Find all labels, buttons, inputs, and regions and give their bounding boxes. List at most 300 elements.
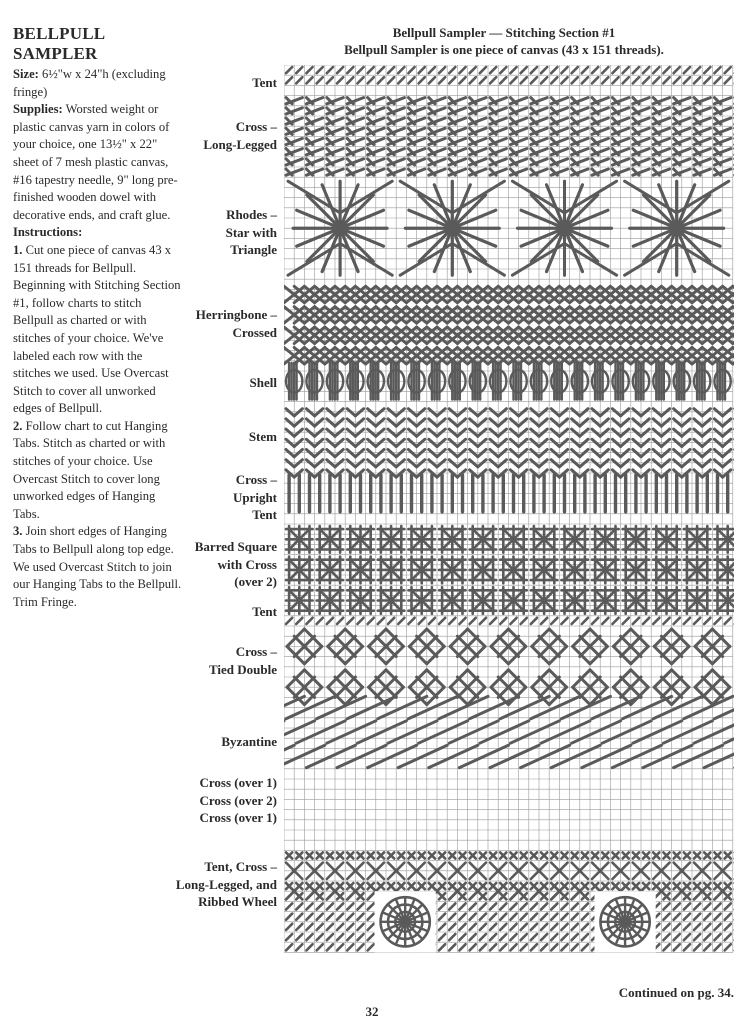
tent-stitch xyxy=(490,934,496,940)
tent-stitch xyxy=(317,924,323,930)
tent-stitch xyxy=(449,924,455,930)
byzantine-stitch xyxy=(541,721,590,743)
tent-stitch xyxy=(612,618,618,624)
stem-stitch xyxy=(600,439,608,446)
tent-stitch xyxy=(459,944,465,950)
stem-stitch xyxy=(347,450,355,457)
tent-stitch xyxy=(684,914,690,920)
stem-stitch xyxy=(682,419,690,426)
stem-stitch xyxy=(478,439,486,446)
stem-stitch xyxy=(335,439,343,446)
stem-stitch xyxy=(714,439,722,446)
tent-stitch xyxy=(602,67,608,73)
stem-stitch xyxy=(653,460,661,467)
stem-stitch xyxy=(661,439,669,446)
stem-stitch xyxy=(682,429,690,436)
stem-stitch xyxy=(580,419,588,426)
byzantine-stitch xyxy=(633,721,682,743)
stem-stitch xyxy=(286,409,294,416)
stem-stitch xyxy=(661,429,669,436)
tent-stitch xyxy=(531,77,537,83)
stem-stitch xyxy=(368,419,376,426)
stem-stitch xyxy=(653,439,661,446)
stem-stitch xyxy=(519,429,527,436)
tent-stitch xyxy=(470,924,476,930)
stem-stitch xyxy=(580,439,588,446)
stem-stitch xyxy=(592,409,600,416)
tent-stitch xyxy=(347,934,353,940)
instruction-step: 2. Follow chart to cut Hanging Tabs. Stitch as charted or with stitches of your choice. Use Overcast Stitch to cover long unworked edges of Hanging Tabs. xyxy=(13,418,168,521)
stem-stitch xyxy=(315,439,323,446)
tent-stitch xyxy=(704,618,710,624)
stem-stitch xyxy=(315,419,323,426)
triangle-stitch xyxy=(400,244,452,276)
tent-stitch xyxy=(653,67,659,73)
stem-stitch xyxy=(641,419,649,426)
triangle-stitch xyxy=(625,244,677,276)
stem-stitch xyxy=(510,429,518,436)
tent-stitch xyxy=(714,924,720,930)
tent-stitch xyxy=(704,944,710,950)
tent-stitch xyxy=(541,914,547,920)
stem-stitch xyxy=(498,419,506,426)
stem-stitch xyxy=(396,439,404,446)
stem-stitch xyxy=(633,450,641,457)
stitch-label-line: Tent, Cross – xyxy=(204,859,277,874)
stem-stitch xyxy=(653,429,661,436)
stem-stitch xyxy=(551,439,559,446)
stem-stitch xyxy=(510,460,518,467)
tent-stitch xyxy=(500,67,506,73)
stem-stitch xyxy=(327,460,335,467)
stem-stitch xyxy=(490,429,498,436)
stem-stitch xyxy=(674,460,682,467)
tent-stitch xyxy=(684,924,690,930)
stem-stitch xyxy=(714,429,722,436)
tent-stitch xyxy=(623,618,629,624)
tent-stitch xyxy=(541,944,547,950)
stem-stitch xyxy=(347,429,355,436)
stem-stitch xyxy=(510,439,518,446)
stem-stitch xyxy=(294,460,302,467)
stem-stitch xyxy=(417,460,425,467)
tent-stitch xyxy=(306,944,312,950)
stem-stitch xyxy=(490,409,498,416)
tent-stitch xyxy=(510,903,516,909)
stem-stitch xyxy=(408,450,416,457)
byzantine-stitch xyxy=(357,721,406,743)
tent-stitch xyxy=(725,914,731,920)
stem-stitch xyxy=(396,429,404,436)
tent-stitch xyxy=(357,914,363,920)
stitch-label-line: Tent xyxy=(252,75,277,90)
stem-stitch xyxy=(519,460,527,467)
stem-stitch xyxy=(396,409,404,416)
stem-stitch xyxy=(661,419,669,426)
stem-stitch xyxy=(723,450,731,457)
stem-stitch xyxy=(621,409,629,416)
tent-stitch xyxy=(378,77,384,83)
tent-stitch xyxy=(694,903,700,909)
tent-stitch xyxy=(521,77,527,83)
tent-stitch xyxy=(653,77,659,83)
stem-stitch xyxy=(417,450,425,457)
tent-stitch xyxy=(725,944,731,950)
tent-stitch xyxy=(429,618,435,624)
byzantine-stitch xyxy=(663,721,712,743)
stem-stitch xyxy=(519,409,527,416)
stem-stitch xyxy=(470,450,478,457)
tent-stitch xyxy=(684,77,690,83)
tent-stitch xyxy=(327,944,333,950)
stem-stitch xyxy=(478,450,486,457)
page-number: 32 xyxy=(365,1004,379,1019)
tent-stitch xyxy=(337,934,343,940)
stem-stitch xyxy=(429,409,437,416)
stem-stitch xyxy=(580,429,588,436)
tent-stitch xyxy=(327,914,333,920)
stem-stitch xyxy=(559,450,567,457)
stem-stitch xyxy=(408,419,416,426)
tent-stitch xyxy=(327,77,333,83)
tent-stitch xyxy=(439,77,445,83)
stem-stitch xyxy=(682,450,690,457)
tent-stitch xyxy=(296,944,302,950)
size-info: Size: 6½"w x 24"h (excluding fringe) xyxy=(13,67,166,99)
stem-stitch xyxy=(661,409,669,416)
stem-stitch xyxy=(335,409,343,416)
stem-stitch xyxy=(559,439,567,446)
tent-stitch xyxy=(684,944,690,950)
tent-stitch xyxy=(429,77,435,83)
stem-stitch xyxy=(633,409,641,416)
tent-stitch xyxy=(510,934,516,940)
stem-stitch xyxy=(376,429,384,436)
tent-stitch xyxy=(419,77,425,83)
stem-stitch xyxy=(490,460,498,467)
stem-stitch xyxy=(600,429,608,436)
tent-stitch xyxy=(357,924,363,930)
tent-stitch xyxy=(714,77,720,83)
stitch-label xyxy=(127,428,277,446)
stem-stitch xyxy=(674,450,682,457)
stitch-label-line: Shell xyxy=(249,375,277,390)
triangle-stitch xyxy=(340,244,392,276)
stem-stitch xyxy=(457,419,465,426)
tent-stitch xyxy=(368,934,374,940)
tent-stitch xyxy=(531,618,537,624)
chart-header xyxy=(283,24,725,58)
stem-stitch xyxy=(429,429,437,436)
tent-stitch xyxy=(572,944,578,950)
stem-stitch xyxy=(437,419,445,426)
stem-stitch xyxy=(551,429,559,436)
byzantine-stitch xyxy=(480,721,529,743)
tent-stitch xyxy=(714,893,720,899)
tent-stitch xyxy=(725,903,731,909)
stem-stitch xyxy=(306,450,314,457)
stitch-label-line: Rhodes – xyxy=(226,207,277,222)
stem-stitch xyxy=(478,419,486,426)
stem-stitch xyxy=(694,429,702,436)
stem-stitch xyxy=(641,439,649,446)
tent-stitch xyxy=(388,618,394,624)
tent-stitch xyxy=(582,77,588,83)
stitch-label xyxy=(127,374,277,392)
tent-stitch xyxy=(521,914,527,920)
tent-stitch xyxy=(623,67,629,73)
tent-stitch xyxy=(286,924,292,930)
stem-stitch xyxy=(408,439,416,446)
stem-stitch xyxy=(702,460,710,467)
tent-stitch xyxy=(419,67,425,73)
tent-stitch xyxy=(357,934,363,940)
tent-stitch xyxy=(368,618,374,624)
stem-stitch xyxy=(376,409,384,416)
stem-stitch xyxy=(621,460,629,467)
tent-stitch xyxy=(572,903,578,909)
stem-stitch xyxy=(580,460,588,467)
stem-stitch xyxy=(355,460,363,467)
tent-stitch xyxy=(521,903,527,909)
tent-stitch xyxy=(704,914,710,920)
tent-stitch xyxy=(714,67,720,73)
tent-stitch xyxy=(510,893,516,899)
stem-stitch xyxy=(559,419,567,426)
tent-stitch xyxy=(317,77,323,83)
tent-stitch xyxy=(347,893,353,899)
tent-stitch xyxy=(286,903,292,909)
tent-stitch xyxy=(459,924,465,930)
tent-stitch xyxy=(337,903,343,909)
stem-stitch xyxy=(429,460,437,467)
stem-stitch xyxy=(335,460,343,467)
tent-stitch xyxy=(500,914,506,920)
tent-stitch xyxy=(306,618,312,624)
tent-stitch xyxy=(612,77,618,83)
stitch-label-line: Upright xyxy=(232,489,277,505)
stem-stitch xyxy=(490,439,498,446)
stitch-label xyxy=(127,603,277,621)
stem-stitch xyxy=(559,409,567,416)
stem-stitch xyxy=(347,419,355,426)
stem-stitch xyxy=(294,419,302,426)
tent-stitch xyxy=(368,893,374,899)
stem-stitch xyxy=(315,460,323,467)
stem-stitch xyxy=(286,429,294,436)
tent-stitch xyxy=(470,618,476,624)
stem-stitch xyxy=(633,460,641,467)
tent-stitch xyxy=(663,77,669,83)
stem-stitch xyxy=(580,450,588,457)
tent-stitch xyxy=(704,934,710,940)
byzantine-stitch xyxy=(510,721,559,743)
stitch-label-line: Tent xyxy=(252,507,277,522)
tent-stitch xyxy=(357,77,363,83)
tent-stitch xyxy=(490,618,496,624)
tent-stitch xyxy=(551,934,557,940)
stitch-label-line: Star with xyxy=(225,224,277,240)
tent-stitch xyxy=(623,77,629,83)
stem-stitch xyxy=(449,460,457,467)
tent-stitch xyxy=(663,914,669,920)
tent-stitch xyxy=(602,77,608,83)
tent-stitch xyxy=(531,903,537,909)
stem-stitch xyxy=(429,439,437,446)
tent-stitch xyxy=(694,944,700,950)
tent-stitch xyxy=(663,903,669,909)
tent-stitch xyxy=(521,944,527,950)
byzantine-stitch xyxy=(296,721,345,743)
stem-stitch xyxy=(551,409,559,416)
stitch-label xyxy=(127,74,277,92)
tent-stitch xyxy=(337,914,343,920)
stem-stitch xyxy=(641,429,649,436)
tent-stitch xyxy=(541,618,547,624)
stitch-label-line: (over 2) xyxy=(234,574,277,589)
tent-stitch xyxy=(582,944,588,950)
tent-stitch xyxy=(674,903,680,909)
tent-stitch xyxy=(368,77,374,83)
tent-stitch xyxy=(480,67,486,73)
tent-stitch xyxy=(582,914,588,920)
stem-stitch xyxy=(694,439,702,446)
stitch-label-line: Herringbone – xyxy=(195,307,277,322)
stem-stitch xyxy=(376,439,384,446)
stem-stitch xyxy=(539,460,547,467)
stem-stitch xyxy=(612,409,620,416)
stem-stitch xyxy=(600,450,608,457)
tent-stitch xyxy=(663,924,669,930)
stem-stitch xyxy=(470,460,478,467)
stem-stitch xyxy=(519,450,527,457)
stem-stitch xyxy=(592,419,600,426)
byzantine-stitch xyxy=(449,721,498,743)
stem-stitch xyxy=(388,419,396,426)
tent-stitch xyxy=(694,893,700,899)
stem-stitch xyxy=(653,450,661,457)
stem-stitch xyxy=(723,460,731,467)
tent-stitch xyxy=(551,77,557,83)
tent-stitch xyxy=(357,903,363,909)
stem-stitch xyxy=(674,439,682,446)
tent-stitch xyxy=(439,934,445,940)
stem-stitch xyxy=(294,450,302,457)
tent-stitch xyxy=(531,924,537,930)
stem-stitch xyxy=(510,450,518,457)
stitch-label-line: Byzantine xyxy=(221,734,277,749)
stem-stitch xyxy=(396,450,404,457)
tent-stitch xyxy=(480,934,486,940)
tent-stitch xyxy=(480,77,486,83)
tent-stitch xyxy=(572,618,578,624)
stem-stitch xyxy=(723,439,731,446)
stem-stitch xyxy=(702,419,710,426)
tent-stitch xyxy=(500,944,506,950)
stem-stitch xyxy=(429,450,437,457)
tent-stitch xyxy=(510,914,516,920)
tent-stitch xyxy=(480,618,486,624)
stem-stitch xyxy=(531,450,539,457)
tent-stitch xyxy=(572,934,578,940)
tent-stitch xyxy=(561,944,567,950)
tent-stitch xyxy=(572,67,578,73)
stem-stitch xyxy=(417,429,425,436)
stem-stitch xyxy=(714,460,722,467)
stem-stitch xyxy=(286,460,294,467)
tent-stitch xyxy=(674,77,680,83)
stem-stitch xyxy=(355,409,363,416)
stem-stitch xyxy=(376,419,384,426)
tent-stitch xyxy=(296,618,302,624)
tent-stitch xyxy=(561,618,567,624)
tent-stitch xyxy=(449,914,455,920)
tent-stitch xyxy=(490,77,496,83)
stem-stitch xyxy=(429,419,437,426)
stitch-label xyxy=(127,306,277,341)
stem-stitch xyxy=(306,409,314,416)
stem-stitch xyxy=(694,409,702,416)
tent-stitch xyxy=(694,924,700,930)
tent-stitch xyxy=(286,618,292,624)
stem-stitch xyxy=(498,439,506,446)
stem-stitch xyxy=(572,439,580,446)
tent-stitch xyxy=(500,618,506,624)
tent-stitch xyxy=(561,77,567,83)
stem-stitch xyxy=(437,460,445,467)
tent-stitch xyxy=(388,77,394,83)
stem-stitch xyxy=(621,450,629,457)
stem-stitch xyxy=(572,460,580,467)
tent-stitch xyxy=(357,618,363,624)
tent-stitch xyxy=(510,77,516,83)
stem-stitch xyxy=(355,429,363,436)
stem-stitch xyxy=(723,409,731,416)
stem-stitch xyxy=(437,439,445,446)
triangle-stitch xyxy=(677,244,729,276)
tent-stitch xyxy=(725,934,731,940)
tent-stitch xyxy=(694,77,700,83)
stem-stitch xyxy=(559,429,567,436)
stem-stitch xyxy=(592,450,600,457)
tent-stitch xyxy=(449,77,455,83)
tent-stitch xyxy=(296,903,302,909)
tent-stitch xyxy=(521,924,527,930)
tent-stitch xyxy=(459,77,465,83)
tent-stitch xyxy=(561,934,567,940)
tent-stitch xyxy=(582,924,588,930)
stem-stitch xyxy=(572,429,580,436)
stem-stitch xyxy=(347,409,355,416)
stem-stitch xyxy=(498,429,506,436)
tent-stitch xyxy=(633,77,639,83)
stem-stitch xyxy=(478,409,486,416)
tent-stitch xyxy=(480,924,486,930)
tent-stitch xyxy=(327,934,333,940)
tent-stitch xyxy=(419,618,425,624)
stem-stitch xyxy=(531,429,539,436)
tent-stitch xyxy=(337,924,343,930)
tent-stitch xyxy=(286,914,292,920)
stem-stitch xyxy=(396,419,404,426)
tent-stitch xyxy=(541,67,547,73)
byzantine-stitch xyxy=(388,721,437,743)
stem-stitch xyxy=(641,450,649,457)
tent-stitch xyxy=(398,618,404,624)
stem-stitch xyxy=(470,439,478,446)
stem-stitch xyxy=(294,439,302,446)
triangle-stitch xyxy=(625,181,677,213)
